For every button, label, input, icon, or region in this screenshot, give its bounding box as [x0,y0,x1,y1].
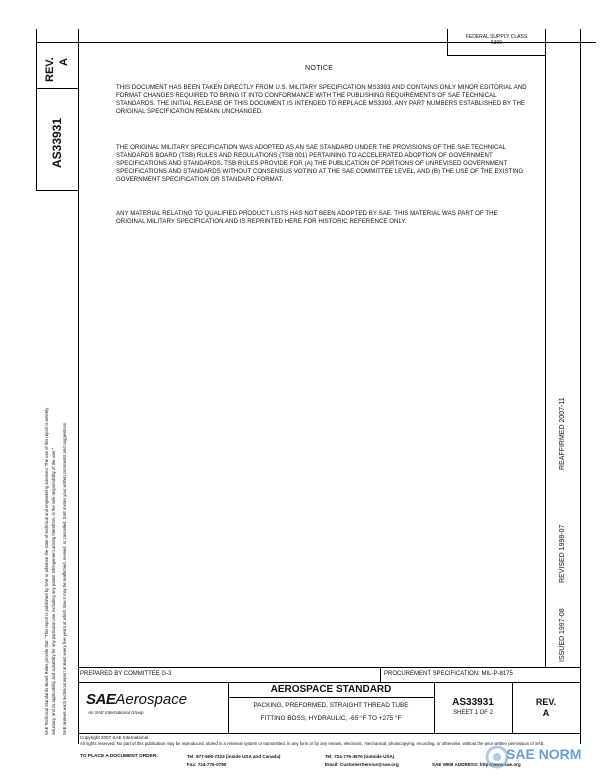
issued-date: ISSUED 1997-08 [559,608,566,662]
fsc-box-left [447,29,448,55]
disclaimer-line2: voluntary, and its applicability and suitability for any particular use, including any patent infringement arising therefrom, is the sole responsibility of the user." [51,447,56,735]
sae-norm-watermark [484,742,596,772]
revised-date: REVISED 1998-07 [559,524,566,583]
copyright: Copyright 2007 SAE International [80,735,149,740]
footer-rule-3 [228,697,434,698]
footer-rule-2 [78,682,580,683]
left-rule-top [36,88,78,89]
procurement-spec: PROCUREMENT SPECIFICATION: MIL-P-8175 [384,671,513,677]
logo-sae: SAE [86,691,116,708]
federal-supply-class-value: 5309 [490,40,503,46]
frame-outer-right [580,29,581,744]
left-rev-value: A [58,58,70,66]
footer-rev-label: REV. [535,697,557,707]
logo-tagline: An SAE International Group [88,710,144,715]
footer-rev-value: A [542,708,550,718]
fsc-box-bottom [447,55,545,56]
notice-title: NOTICE [305,65,334,72]
order-label: TO PLACE A DOCUMENT ORDER: [80,754,158,759]
prepared-by: PREPARED BY COMMITTEE G-3 [80,671,172,677]
left-rule-bottom [36,190,78,191]
notice-paragraph-2: THE ORIGINAL MILITARY SPECIFICATION WAS ADOPTED AS AN SAE STANDARD UNDER THE PROVISIONS OF THE SAE TECHNICAL STANDARDS BOARD (TSB) RULES AND REGULATIONS (TSB 001) PERTAINING TO ACCELERATED ADOPTION OF GOVERNMENT SPECIFICATIONS AND STANDARDS. TSB RULES PROVIDE FOR (A) THE PUBLICATION OF PORTIONS OF UNREVISED GOVERNMENT SPECIFICATIONS AND STANDARDS WITHOUT CONSENSUS VOTING AT THE SAE COMMITTEE LEVEL, AND (B) THE USE OF THE EXISTING GOVERNMENT SPECIFICATION OR STANDARD FORMAT. [116,144,524,183]
left-rev-label: REV. [44,57,56,82]
web-address: SAE WEB ADDRESS: http://www.sae.org [432,762,521,767]
disclaimer-line3: SAE reviews each technical report at least every five years at which time it may be reaffirmed, revised, or cancelled. SAE invites your written comments and suggestions. [62,421,67,735]
footer-rule-top [78,667,580,668]
sheet-number: SHEET 1 OF 2 [453,710,493,716]
reaffirmed-date: REAFFIRMED 2007-11 [559,397,566,470]
rights-statement: All rights reserved. No part of this publication may be reproduced, stored in a retrieval system or transmitted, in any form or by any means, electronic, mechanical, photocopying, recording, or otherwise, without the prior written permission of SAE. [80,741,545,746]
sae-aerospace-logo [86,691,187,709]
logo-aerospace: Aerospace [115,691,188,708]
tel-inside: Tel: 877-606-7323 (inside USA and Canada) [187,754,281,759]
left-doc-number: AS33931 [50,117,64,168]
notice-paragraph-3: ANY MATERIAL RELATING TO QUALIFIED PRODUCT LISTS HAS NOT BEEN ADOPTED BY SAE. THIS MATERIAL WAS PART OF THE ORIGINAL MILITARY SPECIFICATION AND IS REPRINTED HERE FOR HISTORIC REFERENCE ONLY. [116,210,498,225]
disclaimer-line1: SAE Technical Standards Board Rules provide that: "This report is published by SAE to advance the state of technical and engineering sciences. The use of this report is entirely [44,407,49,735]
footer-rule-bottom [78,733,580,734]
frame-right [545,29,546,667]
fax: Fax: 724-776-0790 [187,762,227,767]
description-line1: PACKING, PREFORMED, STRAIGHT THREAD TUBE [253,702,409,709]
left-outer [36,29,37,191]
description-line2: FITTING BOSS, HYDRAULIC, -65 °F TO +275 °F [260,715,402,722]
watermark-text: SAE NORM [506,746,582,762]
email: Email: CustomerService@sae.org [325,762,399,767]
footer-doc-number: AS33931 [452,697,494,708]
notice-paragraph-1: THIS DOCUMENT HAS BEEN TAKEN DIRECTLY FROM U.S. MILITARY SPECIFICATION MS3393 AND CONTAINS ONLY MINOR EDITORIAL AND FORMAT CHANGES REQUIRED TO BRING IT INTO CONFORMANCE WITH THE PUBLISHING REQUIREMENTS OF SAE TECHNICAL STANDARDS. THE INITIAL RELEASE OF THIS DOCUMENT IS INTENDED TO REPLACE MS3393. ANY PART NUMBERS ESTABLISHED BY THE ORIGINAL SPECIFICATION REMAIN UNCHANGED. [116,84,527,115]
tel-outside: Tel: 724-776-4970 (outside USA) [325,754,395,759]
frame-left [78,29,79,744]
footer-divider-top [380,667,381,682]
standard-title: AEROSPACE STANDARD [270,684,392,695]
federal-supply-class-label: FEDERAL SUPPLY CLASS [465,34,528,40]
